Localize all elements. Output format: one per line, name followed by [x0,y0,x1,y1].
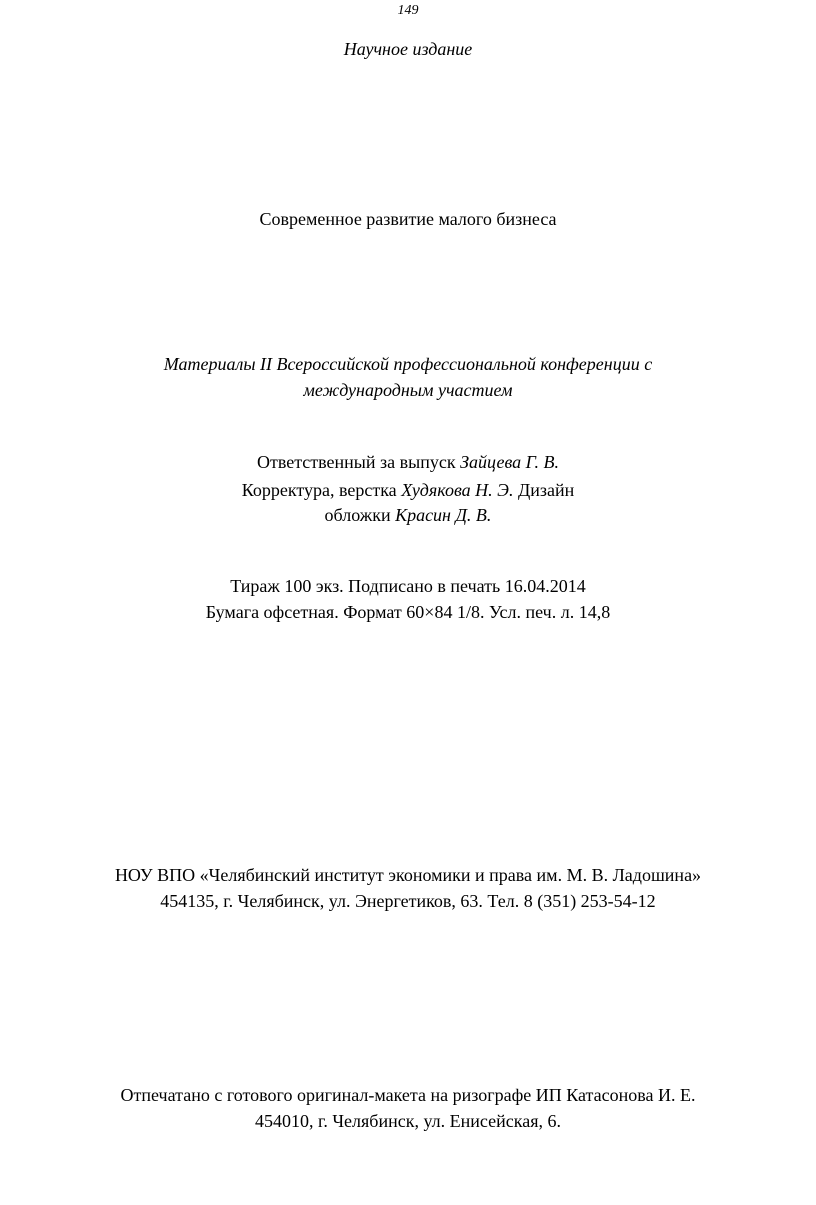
printer-line-2: 454010, г. Челябинск, ул. Енисейская, 6. [255,1111,561,1131]
print-info-line-2: Бумага офсетная. Формат 60×84 1/8. Усл. печ. л. 14,8 [205,602,611,622]
credit-responsible-label: Ответственный за выпуск [256,452,456,472]
printer-line-1: Отпечатано с готового оригинал-макета на ризографе ИП Катасонова И. Е. [120,1085,696,1105]
book-title: Современное развитие малого бизнеса [259,209,557,229]
credit-proof-name: Худякова Н. Э. [401,480,514,500]
credit-responsible-name: Зайцева Г. В. [460,452,560,472]
credit-design-label-part1: Дизайн [517,480,575,500]
page-number: 149 [397,3,419,18]
credit-proof-label: Корректура, верстка [241,480,397,500]
credit-proof [0,477,816,503]
print-info-line-1: Тираж 100 экз. Подписано в печать 16.04.2014 [230,576,586,596]
subtitle-line-1: Материалы II Всероссийской профессиональной конференции с [163,354,653,374]
credit-responsible [0,449,816,475]
credit-design-label-part2: обложки [324,505,391,525]
credit-design-name: Красин Д. В. [395,505,492,525]
publisher-address: 454135, г. Челябинск, ул. Энергетиков, 63. Тел. 8 (351) 253-54-12 [160,891,656,911]
credit-design [0,502,816,528]
edition-type: Научное издание [343,39,473,59]
subtitle-line-2: международным участием [303,380,513,400]
publisher-name: НОУ ВПО «Челябинский институт экономики и права им. М. В. Ладошина» [114,865,702,885]
